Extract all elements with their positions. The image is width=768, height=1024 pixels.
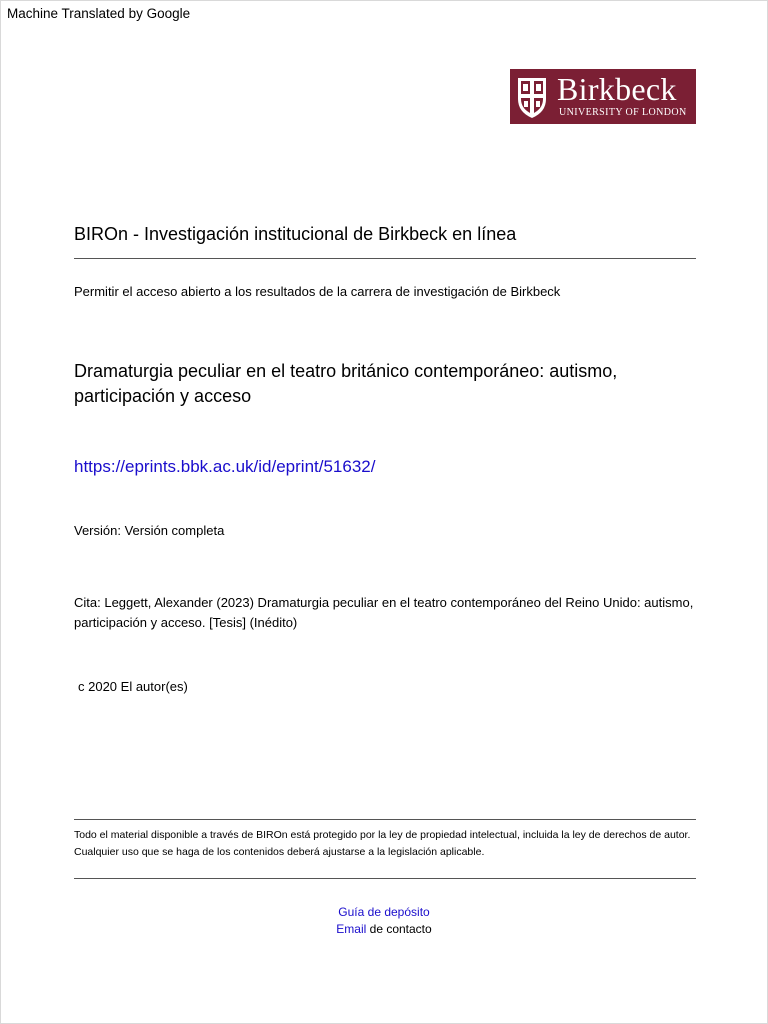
notice-top-divider <box>74 819 696 820</box>
eprint-link[interactable]: https://eprints.bbk.ac.uk/id/eprint/51632/ <box>74 457 376 476</box>
birkbeck-logo <box>510 69 696 124</box>
contact-label: de contacto <box>366 921 432 936</box>
repository-tagline: Permitir el acceso abierto a los resultados de la carrera de investigación de Birkbeck <box>74 284 561 299</box>
copyright-statement <box>74 827 694 861</box>
document-title: Dramaturgia peculiar en el teatro británico contemporáneo: autismo, participación y acceso <box>74 361 618 406</box>
crest-icon <box>510 69 554 124</box>
document-version: Versión: Versión completa <box>74 523 225 538</box>
repository-title: BIROn - Investigación institucional de Birkbeck en línea <box>74 224 517 244</box>
machine-translation-banner: Machine Translated by Google <box>7 6 191 21</box>
header-divider <box>74 258 696 259</box>
email-link[interactable]: Email <box>336 921 367 936</box>
logo-subtitle: UNIVERSITY OF LONDON <box>559 107 687 118</box>
document-citation: Cita: Leggett, Alexander (2023) Dramaturgia peculiar en el teatro contemporáneo del Reino Unido: autismo, participación y acceso. [Tesis] (Inédito) <box>74 595 694 630</box>
copyright-notice: c 2020 El autor(es) <box>78 679 188 694</box>
deposit-guide-link[interactable]: Guía de depósito <box>338 905 430 919</box>
usage-statement-line: Cualquier uso que se haga de los contenidos deberá ajustarse a la legislación aplicable. <box>74 846 485 858</box>
footer-links <box>0 904 768 937</box>
copyright-statement-line: Todo el material disponible a través de BIROn está protegido por la ley de propiedad intelectual, incluida la ley de derechos de autor. <box>74 829 691 841</box>
notice-bottom-divider <box>74 878 696 879</box>
logo-wordmark: Birkbeck <box>557 71 677 107</box>
